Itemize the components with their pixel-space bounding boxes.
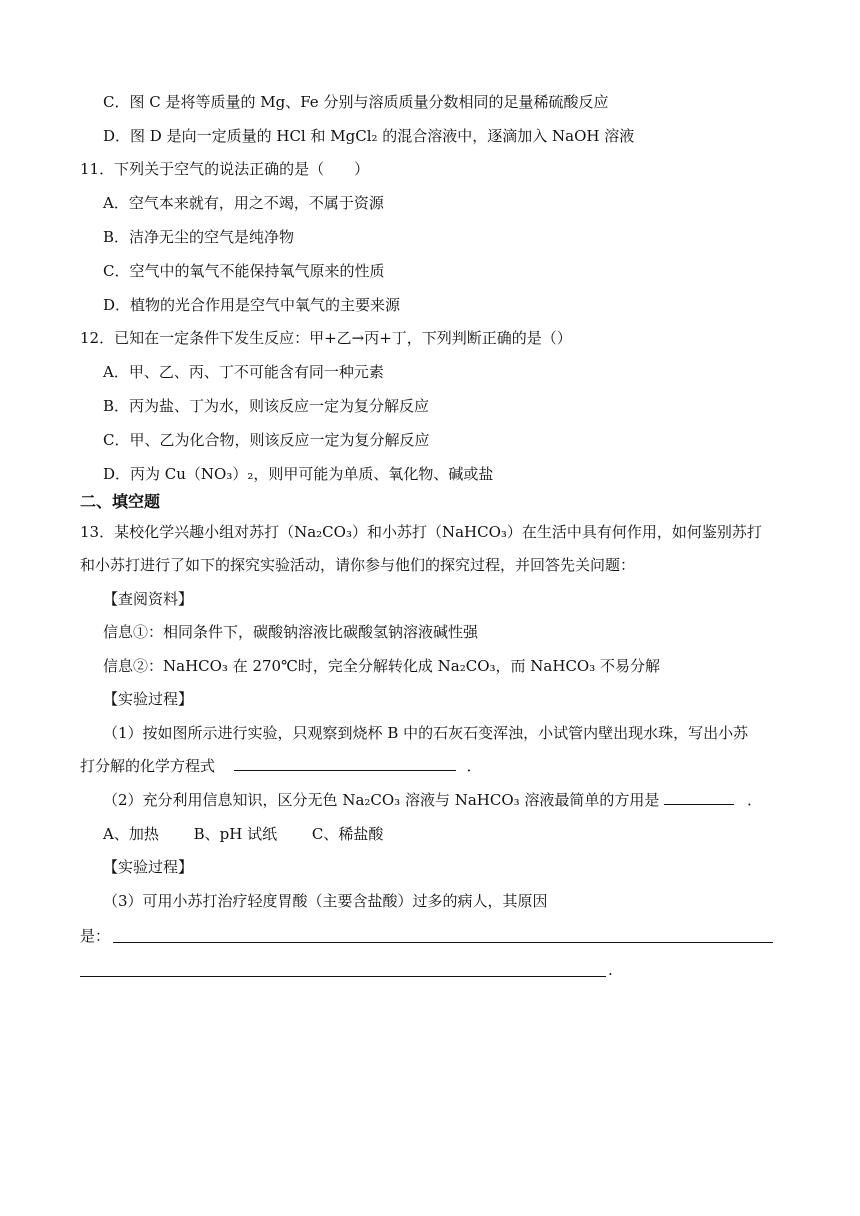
reference-heading: 【查阅资料】 — [103, 590, 194, 608]
q11-option-c: C．空气中的氧气不能保持氧气原来的性质 — [103, 262, 385, 280]
section-heading: 二、填空题 — [80, 492, 161, 511]
part1-line2 — [80, 756, 482, 776]
part2-prompt: （2）充分利用信息知识，区分无色 Na₂CO₃ 溶液与 NaHCO₃ 溶液最简单的方用是 — [103, 791, 660, 809]
part3-answer-line-1[interactable] — [113, 942, 773, 943]
q11-option-b: B．洁净无尘的空气是纯净物 — [103, 228, 295, 246]
q13-stem-line2: 和小苏打进行了如下的探究实验活动，请你参与他们的探究过程，并回答先关问题： — [80, 556, 636, 574]
part1-prompt: 打分解的化学方程式 — [80, 757, 216, 775]
q12-option-a: A．甲、乙、丙、丁不可能含有同一种元素 — [103, 363, 384, 381]
part2-options: A、加热 B、pH 试纸 C、稀盐酸 — [103, 825, 384, 843]
q12-stem: 12．已知在一定条件下发生反应：甲+乙→丙+丁，下列判断正确的是（） — [80, 329, 572, 347]
part3-prefix: 是： — [80, 927, 111, 945]
part2-answer-blank[interactable] — [664, 790, 734, 805]
q11-stem: 11．下列关于空气的说法正确的是（ ） — [80, 160, 370, 178]
q10-option-d: D．图 D 是向一定质量的 HCl 和 MgCl₂ 的混合溶液中，逐滴加入 NaOH 溶液 — [103, 127, 635, 145]
q12-option-d: D．丙为 Cu（NO₃）₂，则甲可能为单质、氧化物、碱或盐 — [103, 465, 494, 483]
q12-option-b: B．丙为盐、丁为水，则该反应一定为复分解反应 — [103, 397, 430, 415]
part3-line1: （3）可用小苏打治疗轻度胃酸（主要含盐酸）过多的病人，其原因 — [103, 892, 548, 910]
q12-option-c: C．甲、乙为化合物，则该反应一定为复分解反应 — [103, 431, 430, 449]
q10-option-c: C．图 C 是将等质量的 Mg、Fe 分别与溶质质量分数相同的足量稀硫酸反应 — [103, 93, 609, 111]
equation-answer-blank[interactable] — [234, 756, 456, 771]
experiment-heading-2: 【实验过程】 — [103, 858, 194, 876]
part3-end-period: . — [608, 961, 613, 979]
info-1: 信息①：相同条件下，碳酸钠溶液比碳酸氢钠溶液碱性强 — [103, 623, 479, 641]
info-2: 信息②：NaHCO₃ 在 270℃时，完全分解转化成 Na₂CO₃，而 NaHCO₃ 不易分解 — [103, 657, 660, 675]
q11-option-a: A．空气本来就有，用之不竭，不属于资源 — [103, 194, 384, 212]
experiment-heading-1: 【实验过程】 — [103, 690, 194, 708]
period: ． — [466, 757, 482, 775]
q11-option-d: D．植物的光合作用是空气中氧气的主要来源 — [103, 296, 401, 314]
part1-line1: （1）按如图所示进行实验，只观察到烧杯 B 中的石灰石变浑浊，小试管内壁出现水珠，写出小苏 — [103, 724, 749, 742]
period: ． — [747, 791, 763, 809]
q13-stem-line1: 13．某校化学兴趣小组对苏打（Na₂CO₃）和小苏打（NaHCO₃）在生活中具有何作用，如何鉴别苏打 — [80, 523, 762, 541]
part2-line — [103, 790, 762, 810]
part3-answer-line-2[interactable] — [80, 976, 606, 977]
